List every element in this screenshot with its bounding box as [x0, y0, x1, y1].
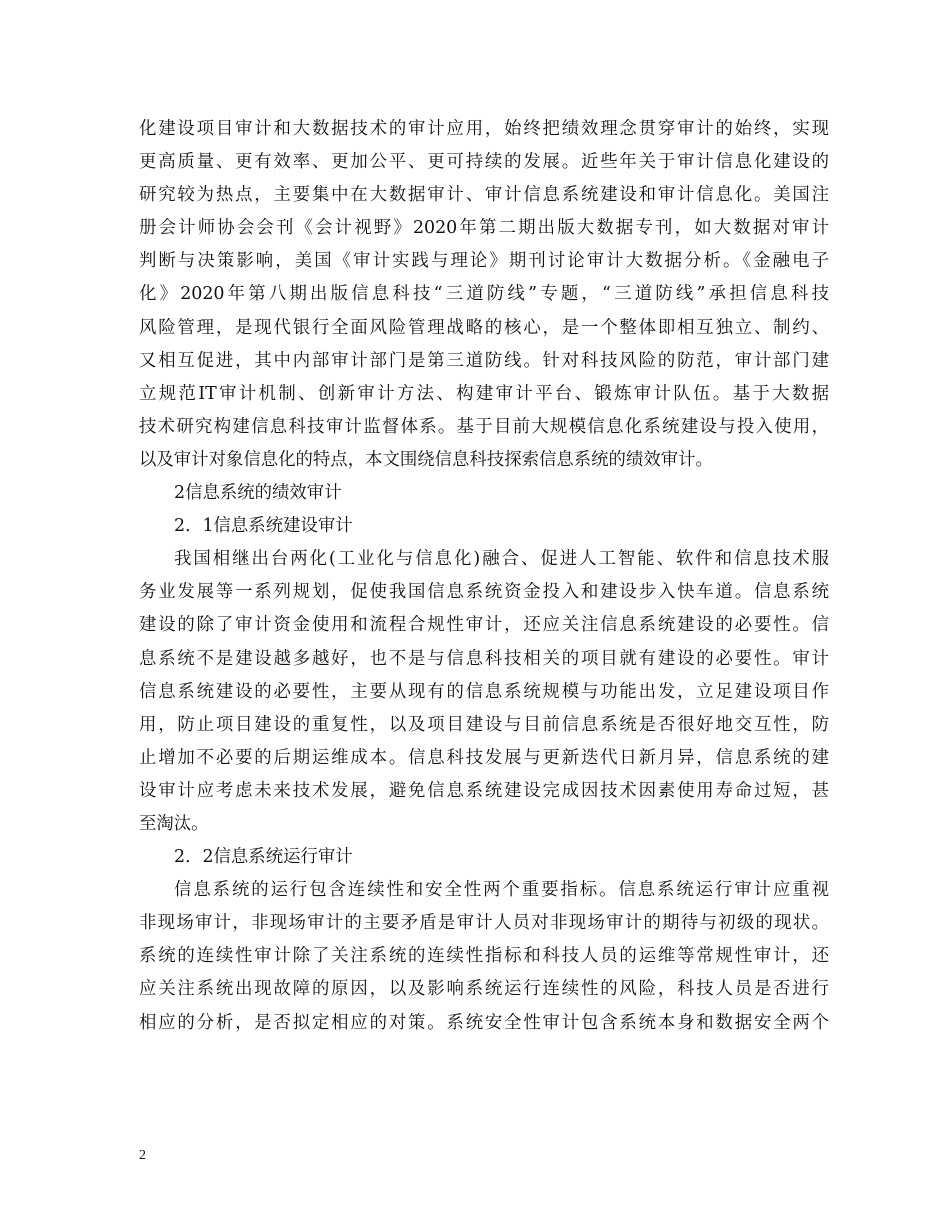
text-line: 止增加不必要的后期运维成本。信息科技发展与更新迭代日新月异，信息系统的建 [139, 747, 829, 768]
text-line: 化》2020年第八期出版信息科技“三道防线”专题，“三道防线”承担信息科技 [139, 284, 829, 305]
text-line: 判断与决策影响，美国《审计实践与理论》期刊讨论审计大数据分析。《金融电子 [139, 251, 829, 272]
text-line: 又相互促进，其中内部审计部门是第三道防线。针对科技风险的防范，审计部门建 [139, 350, 829, 371]
text-line: 更高质量、更有效率、更加公平、更可持续的发展。近些年关于审计信息化建设的 [139, 152, 829, 173]
text-line: 2信息系统的绩效审计 [174, 483, 342, 504]
text-line: 风险管理，是现代银行全面风险管理战略的核心，是一个整体即相互独立、制约、 [139, 317, 829, 338]
text-line: 我国相继出台两化(工业化与信息化)融合、促进人工智能、软件和信息技术服 [174, 549, 829, 570]
text-line: 技术研究构建信息科技审计监督体系。基于目前大规模信息化系统建设与投入使用， [139, 416, 829, 437]
text-line: 2．1信息系统建设审计 [174, 516, 353, 537]
text-line: 息系统不是建设越多越好，也不是与信息科技相关的项目就有建设的必要性。审计 [139, 648, 829, 669]
text-line: 至淘汰。 [139, 813, 209, 834]
text-line: 研究较为热点，主要集中在大数据审计、审计信息系统建设和审计信息化。美国注 [139, 185, 829, 206]
text-line: 应关注系统出现故障的原因，以及影响系统运行连续性的风险，科技人员是否进行 [139, 979, 829, 1000]
text-line: 务业发展等一系列规划，促使我国信息系统资金投入和建设步入快车道。信息系统 [139, 582, 829, 603]
text-line: 信息系统的运行包含连续性和安全性两个重要指标。信息系统运行审计应重视 [174, 880, 829, 901]
text-line: 建设的除了审计资金使用和流程合规性审计，还应关注信息系统建设的必要性。信 [139, 615, 829, 636]
text-line: 信息系统建设的必要性，主要从现有的信息系统规模与功能出发，立足建设项目作 [139, 681, 829, 702]
text-line: 立规范IT审计机制、创新审计方法、构建审计平台、锻炼审计队伍。基于大数据 [139, 383, 829, 404]
text-line: 册会计师协会会刊《会计视野》2020年第二期出版大数据专刊，如大数据对审计 [139, 218, 829, 239]
text-line: 用，防止项目建设的重复性，以及项目建设与目前信息系统是否很好地交互性，防 [139, 714, 829, 735]
text-line: 非现场审计，非现场审计的主要矛盾是审计人员对非现场审计的期待与初级的现状。 [139, 913, 829, 934]
text-line: 系统的连续性审计除了关注系统的连续性指标和科技人员的运维等常规性审计，还 [139, 946, 829, 967]
text-line: 以及审计对象信息化的特点，本文围绕信息科技探索信息系统的绩效审计。 [139, 449, 713, 470]
text-line: 相应的分析，是否拟定相应的对策。系统安全性审计包含系统本身和数据安全两个 [139, 1012, 829, 1033]
body-text [139, 113, 829, 1040]
text-line: 2．2信息系统运行审计 [174, 847, 353, 868]
text-line: 化建设项目审计和大数据技术的审计应用，始终把绩效理念贯穿审计的始终，实现 [139, 119, 829, 139]
text-line: 设审计应考虑未来技术发展，避免信息系统建设完成因技术因素使用寿命过短，甚 [139, 780, 829, 801]
page-number: 2 [139, 1148, 146, 1163]
